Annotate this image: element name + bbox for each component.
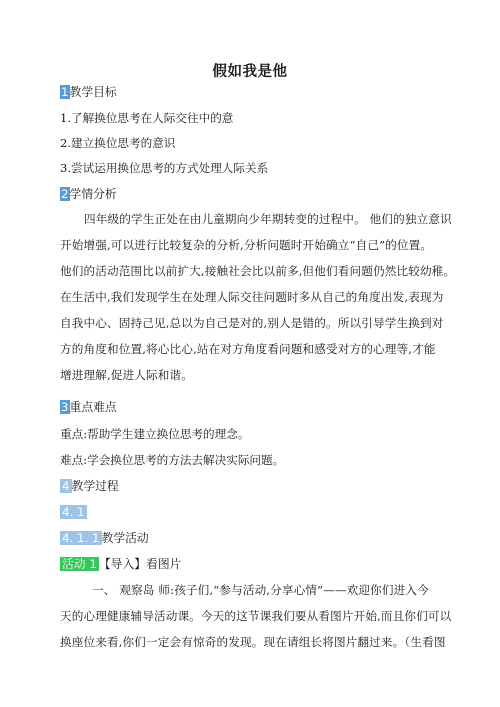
activity-heading [60,556,181,572]
analysis-paragraph-line: 他们的活动范围比以前扩大,接触社会比以前多,但他们看问题仍然比较幼稚。 [60,264,456,278]
section-number-badge: 2 [61,187,69,201]
objective-item: 2.建立换位思考的意识 [60,136,176,150]
section-heading-text: 教学目标 [69,85,117,99]
section-heading-process [60,478,119,494]
activity-title: 【导入】看图片 [98,557,182,571]
section-heading-objectives [60,84,117,100]
objective-item: 1.了解换位思考在人际交往中的意 [60,111,234,125]
document-title: 假如我是他 [212,64,288,80]
activity-paragraph-line: 天的心理健康辅导活动课。今天的这节课我们要从看图片开始,而且你们可以 [60,609,452,623]
section-heading-text: 重点难点 [69,400,117,414]
section-number-badge: 1 [61,85,69,99]
analysis-paragraph-line: 方的角度和位置,将心比心,站在对方角度看问题和感受对方的心理等,才能 [60,342,436,356]
section-heading-analysis [60,186,117,202]
subsection-heading [60,504,87,520]
section-heading-text: 教学过程 [71,479,119,493]
section-heading-text: 学情分析 [69,187,117,201]
subsection-number-badge: 4. 1 [62,505,85,519]
activity-tag: 活动 1 [62,557,97,571]
analysis-paragraph-line: 自我中心、固持己见,总以为自己是对的,别人是错的。所以引导学生换到对 [60,316,444,330]
section-heading-keypoints [60,399,117,415]
subsubsection-heading-text: 教学活动 [101,531,149,545]
section-number-badge: 4 [62,479,70,493]
objective-item: 3.尝试运用换位思考的方式处理人际关系 [60,161,269,175]
analysis-paragraph-line: 在生活中,我们发现学生在处理人际交往问题时多从自己的角度出发,表现为 [60,290,444,304]
analysis-paragraph-line: 开始增强,可以进行比较复杂的分析,分析问题时开始确立“自己”的位置。 [60,238,433,252]
keypoint-item: 重点:帮助学生建立换位思考的理念。 [60,427,250,441]
analysis-paragraph-line: 四年级的学生正处在由儿童期向少年期转变的过程中。 他们的独立意识 [84,212,452,226]
keypoint-item: 难点:学会换位思考的方法去解决实际问题。 [60,453,285,467]
activity-paragraph-line: 换座位来看,你们一定会有惊奇的发现。现在请组长将图片翻过来。（生看图 [60,635,446,649]
activity-paragraph-line: 一、 观察岛 师:孩子们,“参与活动,分享心情”——欢迎你们进入今 [92,583,429,597]
section-number-badge: 3 [61,400,69,414]
subsubsection-number-badge: 4. 1. 1 [62,531,100,545]
analysis-paragraph-line: 增进理解,促进人际和谐。 [60,368,194,382]
subsubsection-heading [60,530,149,546]
